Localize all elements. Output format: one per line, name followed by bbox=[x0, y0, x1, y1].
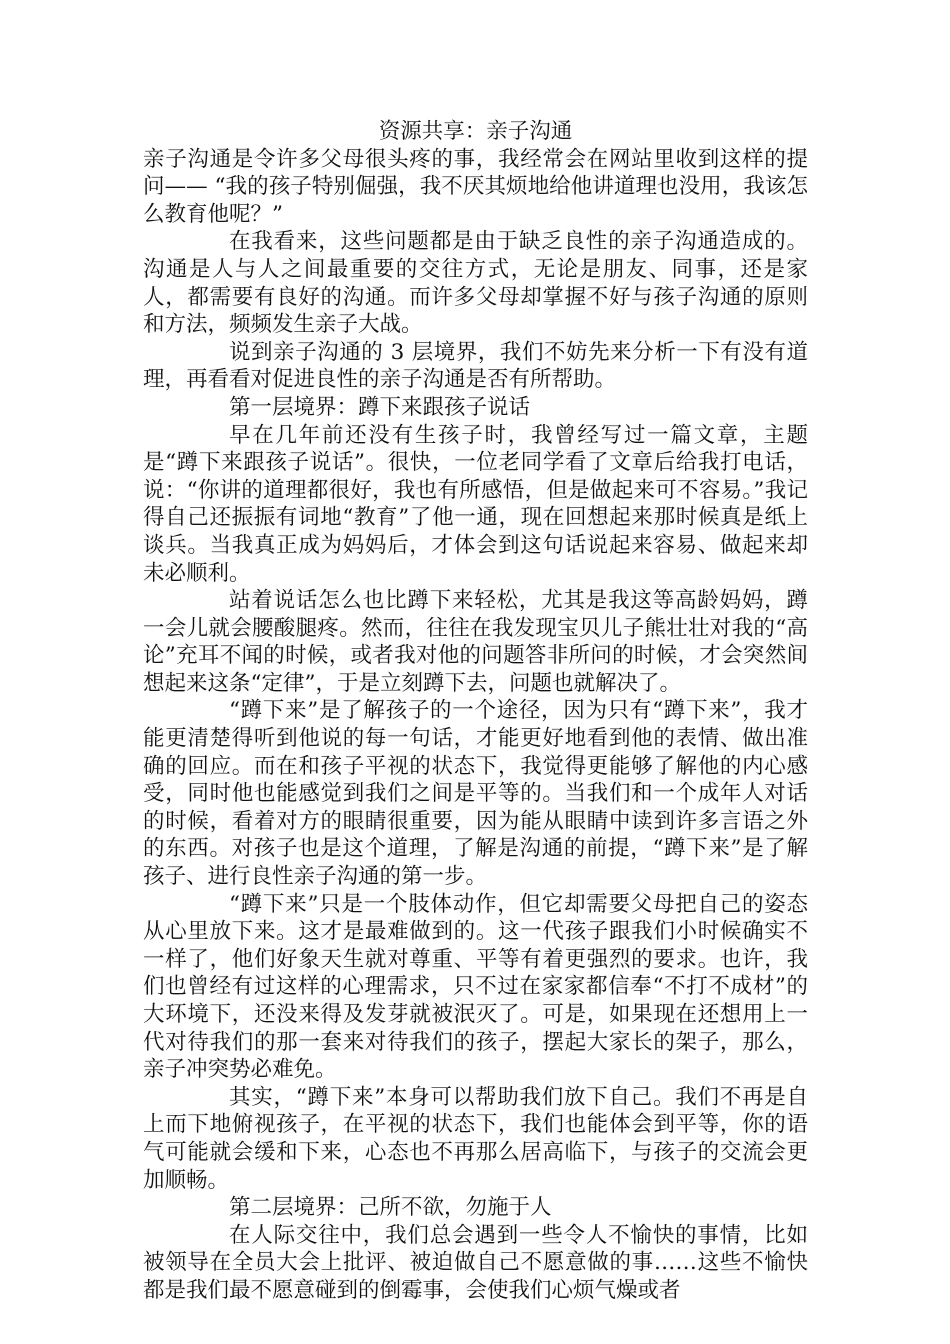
paragraph-9: 在人际交往中，我们总会遇到一些令人不愉快的事情，比如被领导在全员大会上批评、被迫做自己不愿意做的事……这些不愉快都是我们最不愿意碰到的倒霉事，会使我们心烦气燥或者 bbox=[143, 1222, 808, 1303]
section-heading-2: 第二层境界：己所不欲，勿施于人 bbox=[229, 1195, 552, 1221]
paragraph-7: “蹲下来”只是一个肢体动作，但它却需要父母把自己的姿态从心里放下来。这才是最难做到的。这一代孩子跟我们小时候确实不一样了，他们好象天生就对尊重、平等有着更强烈的要求。也许，我们也曾经有过这样的心理需求，只不过在家家都信奉“不打不成材”的大环境下，还没来得及发芽就被泯灭了。可是，如果现在还想用上一代对待我们的那一套来对待我们的孩子，摆起大家长的架子，那么，亲子冲突势必难免。 bbox=[143, 891, 808, 1083]
document-title: 资源共享：亲子沟通 bbox=[378, 119, 573, 144]
paragraph-2: 在我看来，这些问题都是由于缺乏良性的亲子沟通造成的。沟通是人与人之间最重要的交往方式，无论是朋友、同事，还是家人，都需要有良好的沟通。而许多父母却掌握不好与孩子沟通的原则和方法，频频发生亲子大战。 bbox=[143, 229, 808, 338]
document-body bbox=[143, 118, 808, 1305]
paragraph-6: “蹲下来”是了解孩子的一个途径，因为只有“蹲下来”，我才能更清楚得听到他说的每一句话，才能更好地看到他的表情、做出准确的回应。而在和孩子平视的状态下，我觉得更能够了解他的内心感受，同时他也能感觉到我们之间是平等的。当我们和一个成年人对话的时候，看着对方的眼睛很重要，因为能从眼睛中读到许多言语之外的东西。对孩子也是这个道理，了解是沟通的前提，“蹲下来”是了解孩子、进行良性亲子沟通的第一步。 bbox=[143, 698, 808, 890]
paragraph-3: 说到亲子沟通的 3 层境界，我们不妨先来分析一下有没有道理，再看看对促进良性的亲子沟通是否有所帮助。 bbox=[143, 339, 808, 393]
section-heading-1: 第一层境界：蹲下来跟孩子说话 bbox=[229, 394, 531, 420]
paragraph-8: 其实，“蹲下来”本身可以帮助我们放下自己。我们不再是自上而下地俯视孩子，在平视的状态下，我们也能体会到平等，你的语气可能就会缓和下来，心态也不再那么居高临下，与孩子的交流会更加顺畅。 bbox=[143, 1084, 808, 1193]
paragraph-4: 早在几年前还没有生孩子时，我曾经写过一篇文章，主题是“蹲下来跟孩子说话”。很快，一位老同学看了文章后给我打电话，说：“你讲的道理都很好，我也有所感悟，但是做起来可不容易。”我记得自己还振振有词地“教育”了他一通，现在回想起来那时候真是纸上谈兵。当我真正成为妈妈后，才体会到这句话说起来容易、做起来却未必顺利。 bbox=[143, 422, 808, 586]
paragraph-5: 站着说话怎么也比蹲下来轻松，尤其是我这等高龄妈妈，蹲一会儿就会腰酸腿疼。然而，往往在我发现宝贝儿子熊壮壮对我的“高论”充耳不闻的时候，或者我对他的问题答非所问的时候，才会突然间想起来这条“定律”，于是立刻蹲下去，问题也就解决了。 bbox=[143, 588, 808, 696]
paragraph-intro: 亲子沟通是令许多父母很头疼的事，我经常会在网站里收到这样的提问—— “我的孩子特别倔强，我不厌其烦地给他讲道理也没用，我该怎么教育他呢？” bbox=[143, 146, 808, 227]
